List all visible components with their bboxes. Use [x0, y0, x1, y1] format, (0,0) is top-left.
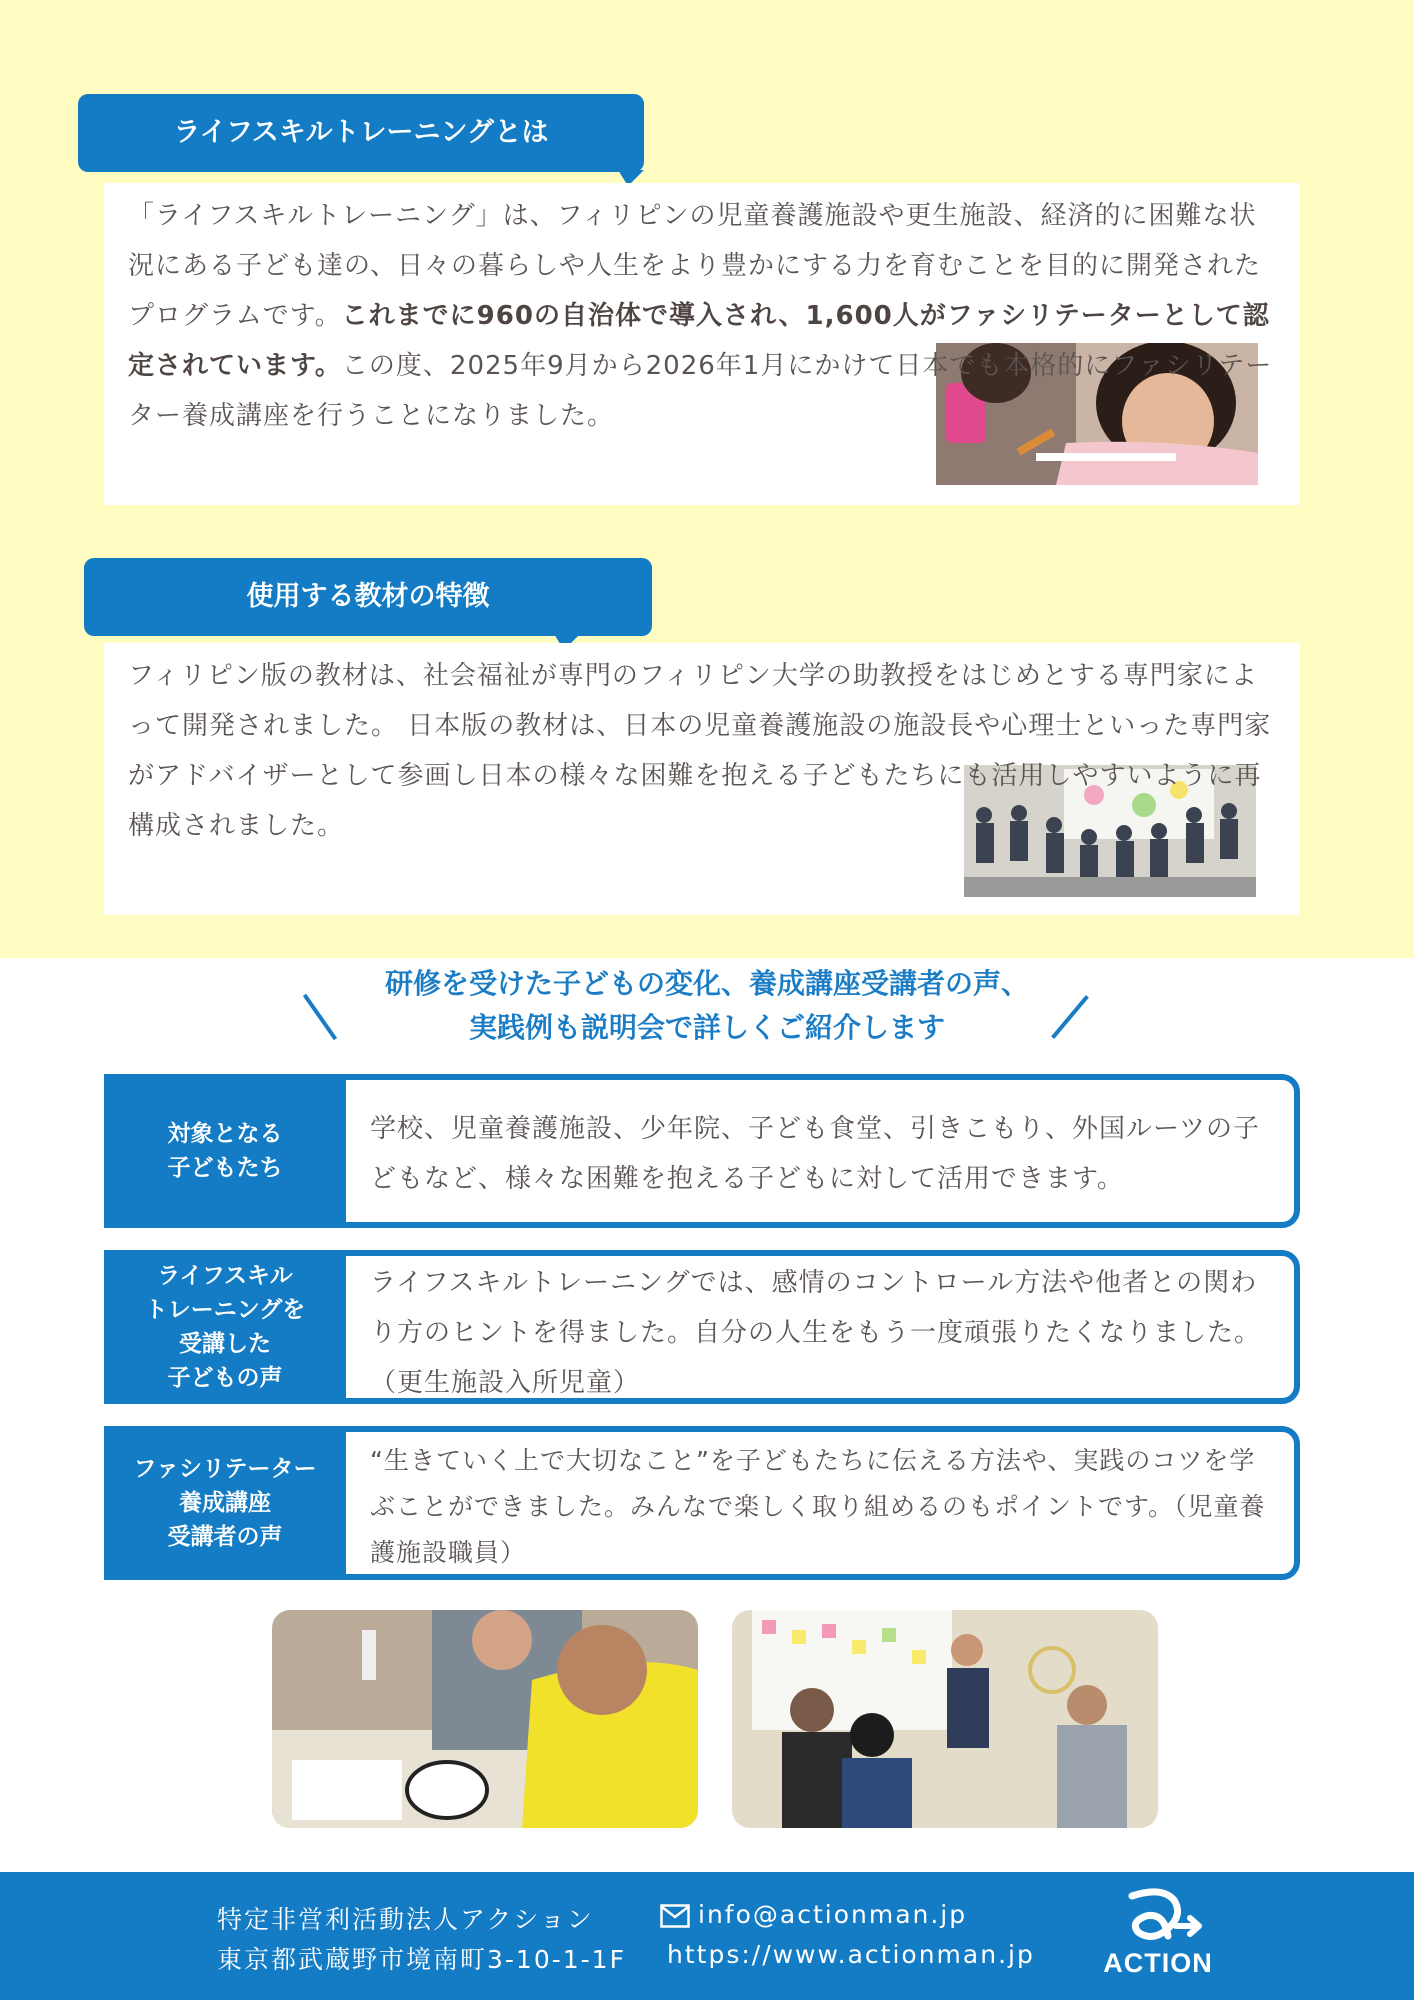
footer-email[interactable]: info@actionman.jp	[698, 1900, 968, 1929]
materials-paragraph: フィリピン版の教材は、社会福祉が専門のフィリピン大学の助教授をはじめとする専門家によって開発されました。 日本版の教材は、日本の児童養護施設の施設長や心理士といった専門家がアドバイザーとして参画し日本の様々な困難を抱える子どもたちにも活用しやすいように再構成されました。	[128, 661, 1272, 841]
info-row-label: ライフスキル トレーニングを 受講した 子どもの声	[104, 1250, 346, 1404]
info-row-label: ファシリテーター 養成講座 受講者の声	[104, 1426, 346, 1580]
about-text-b: この度、2025年9月から2026年1月にかけて日本でも本格的にファシリテーター養成講座を行うことになりました。	[128, 351, 1273, 431]
footer	[0, 1872, 1414, 2000]
photo-workshop-speaker	[732, 1610, 1158, 1828]
footer-org: 特定非営利活動法人アクション	[217, 1905, 594, 1934]
info-row-text: ライフスキルトレーニングでは、感情のコントロール方法や他者との関わり方のヒントを得ました。自分の人生をもう一度頑張りたくなりました。（更生施設入所児童）	[370, 1268, 1262, 1398]
section-box-about	[104, 183, 1300, 505]
callout-line-1: 研修を受けた子どもの変化、養成講座受講者の声、	[384, 967, 1029, 1000]
about-text-bold: これまでに960の自治体で導入され、1,600人がファシリテーターとして認定されています。	[128, 301, 1270, 381]
footer-address: 東京都武蔵野市境南町3-10-1-1F	[217, 1945, 626, 1974]
info-row-child-voice	[104, 1250, 1300, 1404]
section-heading-about	[78, 94, 644, 172]
action-logo	[1102, 1886, 1214, 1986]
section-heading-materials	[84, 558, 652, 636]
info-row-facilitator-voice	[104, 1426, 1300, 1580]
section-box-materials	[104, 643, 1300, 915]
about-text-a: 「ライフスキルトレーニング」は、フィリピンの児童養護施設や更生施設、経済的に困難な状況にある子ども達の、日々の暮らしや人生をより豊かにする力を育むことを目的に開発されたプログラムです。	[128, 201, 1261, 331]
section-heading-materials-text: 使用する教材の特徴	[246, 581, 490, 612]
section-heading-about-text: ライフスキルトレーニングとは	[173, 117, 549, 148]
callout-line-2: 実践例も説明会で詳しくご紹介します	[468, 1011, 945, 1044]
footer-url[interactable]: https://www.actionman.jp	[667, 1940, 1035, 1969]
info-row-label: 対象となる 子どもたち	[104, 1074, 346, 1228]
info-row-target	[104, 1074, 1300, 1228]
logo-text: ACTION	[1103, 1948, 1213, 1978]
callout-heading	[300, 962, 1114, 1050]
mail-icon	[660, 1904, 690, 1932]
info-row-text: 学校、児童養護施設、少年院、子ども食堂、引きこもり、外国ルーツの子どもなど、様々な困難を抱える子どもに対して活用できます。	[370, 1114, 1260, 1194]
info-row-text: “生きていく上で大切なこと”を子どもたちに伝える方法や、実践のコツを学ぶことができました。みんなで楽しく取り組めるのもポイントです。（児童養護施設職員）	[370, 1446, 1266, 1567]
photo-workshop-drawing	[272, 1610, 698, 1828]
about-paragraph	[128, 191, 1276, 441]
